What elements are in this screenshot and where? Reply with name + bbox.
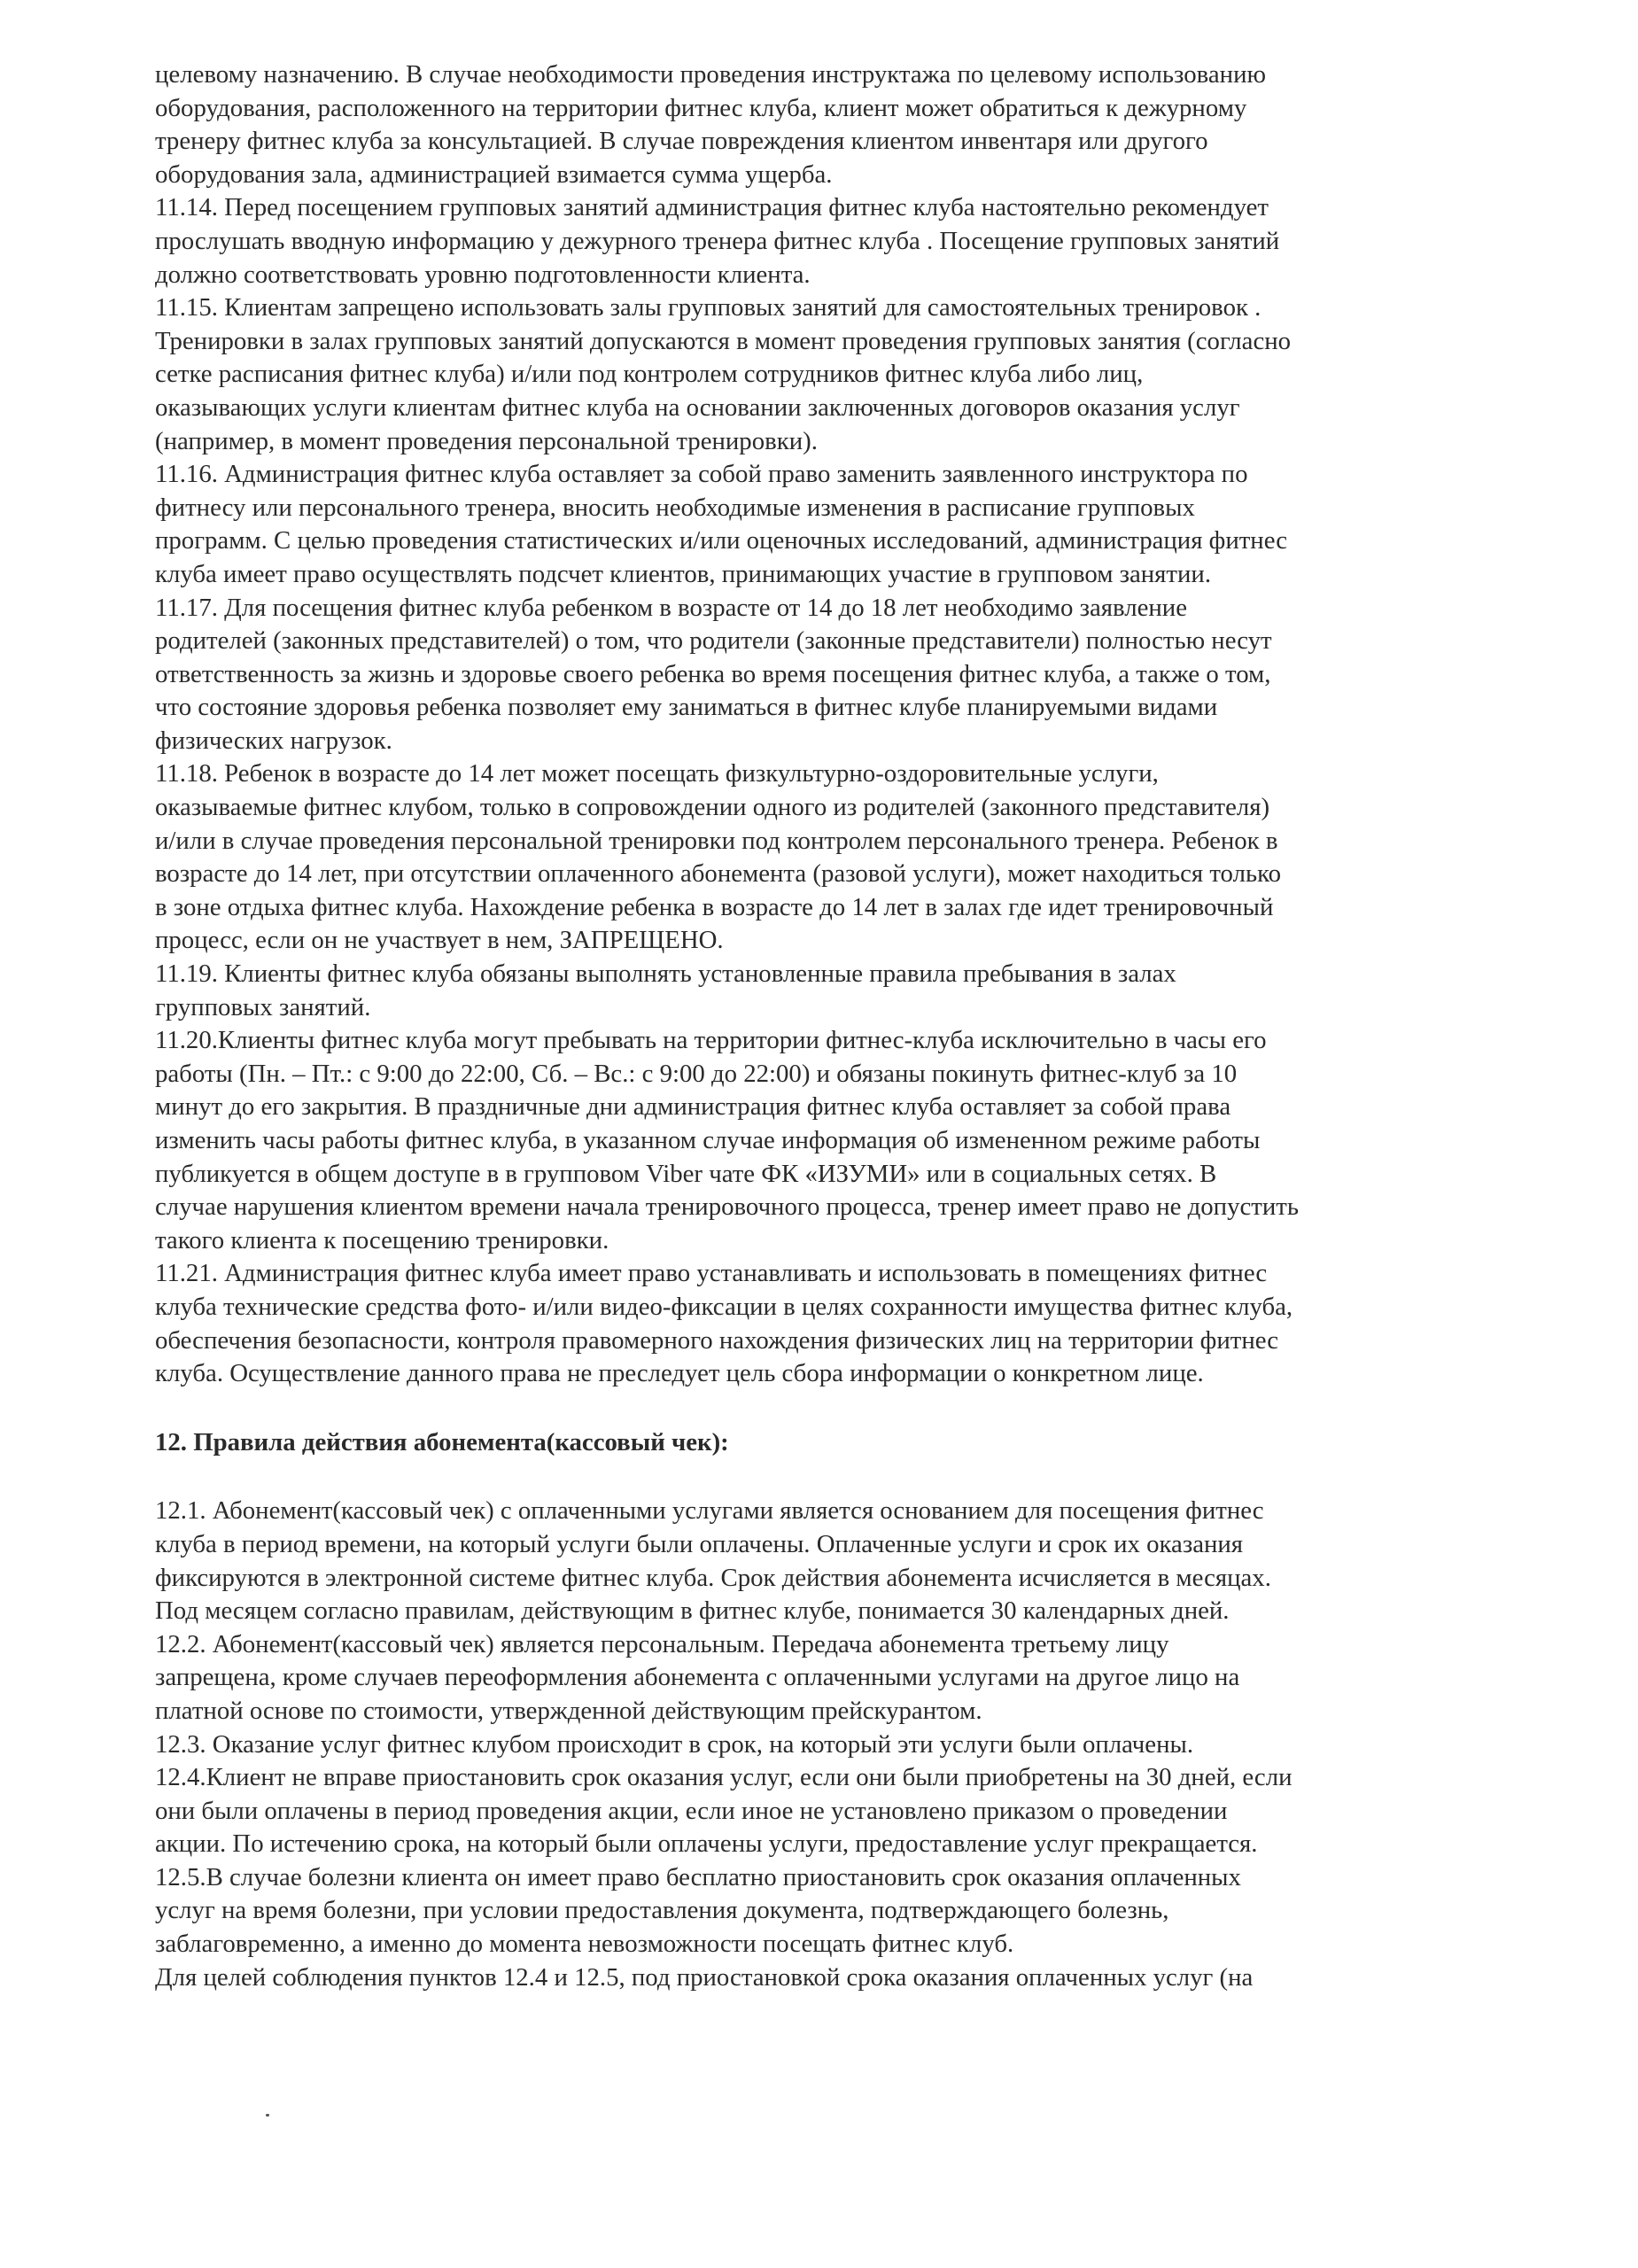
text-line: работы (Пн. – Пт.: с 9:00 до 22:00, Сб. – Вс.: с 9:00 до 22:00) и обязаны покинуть фитнес-клуб за 10 (155, 1059, 1238, 1088)
text-line: тренеру фитнес клуба за консультацией. В случае повреждения клиентом инвентаря или другого (155, 127, 1208, 156)
section-11-continuation (155, 58, 1524, 1391)
text-line: публикуется в общем доступе в в групповом Viber чате ФК «ИЗУМИ» или в социальных сетях. В (155, 1159, 1217, 1188)
text-line: 11.15. Клиентам запрещено использовать залы групповых занятий для самостоятельных тренировок . (155, 293, 1261, 322)
text-line: изменить часы работы фитнес клуба, в указанном случае информация об измененном режиме работы (155, 1126, 1261, 1154)
text-line: 12.5.В случае болезни клиента он имеет право бесплатно приостановить срок оказания оплаченных (155, 1862, 1241, 1891)
text-line: что состояние здоровья ребенка позволяет ему заниматься в фитнес клубе планируемыми видами (155, 693, 1218, 722)
paragraph-gap (155, 1391, 1524, 1426)
text-line: обеспечения безопасности, контроля правомерного нахождения физических лиц на территории фитнес (155, 1325, 1279, 1355)
text-line: 12.4.Клиент не вправе приостановить срок оказания услуг, если они были приобретены на 30 дней, если (155, 1763, 1293, 1792)
text-line: целевому назначению. В случае необходимости проведения инструктажа по целевому использованию (155, 60, 1266, 89)
text-line: физических нагрузок. (155, 726, 392, 755)
text-line: 11.14. Перед посещением групповых занятий администрация фитнес клуба настоятельно рекомендует (155, 193, 1269, 222)
text-line: и/или в случае проведения персональной тренировки под контролем персонального тренера. Ребенок в (155, 826, 1278, 855)
text-line: Под месяцем согласно правилам, действующим в фитнес клубе, понимается 30 календарных дней. (155, 1596, 1230, 1626)
text-line: программ. С целью проведения статистических и/или оценочных исследований, администрация фитнес (155, 526, 1288, 555)
text-line: они были оплачены в период проведения акции, если иное не установлено приказом о проведении (155, 1796, 1228, 1825)
text-line: 11.21. Администрация фитнес клуба имеет право устанавливать и использовать в помещениях фитнес (155, 1259, 1268, 1288)
text-line: клуба технические средства фото- и/или видео-фиксации в целях сохранности имущества фитнес клуба, (155, 1292, 1293, 1321)
text-line: 12.1. Абонемент(кассовый чек) с оплаченными услугами является основанием для посещения фитнес (155, 1496, 1264, 1526)
text-line: фитнесу или персонального тренера, вносить необходимые изменения в расписание групповых (155, 493, 1195, 522)
text-line: 11.18. Ребенок в возрасте до 14 лет может посещать физкультурно-оздоровительные услуги, (155, 759, 1159, 788)
text-line: оборудования зала, администрацией взимается сумма ущерба. (155, 159, 833, 189)
text-line: акции. По истечению срока, на который были оплачены услуги, предоставление услуг прекращается. (155, 1829, 1258, 1859)
section-12-body (155, 1495, 1524, 1994)
paragraph-gap (155, 1459, 1524, 1495)
text-line: Для целей соблюдения пунктов 12.4 и 12.5, под приостановкой срока оказания оплаченных услуг (на (155, 1962, 1254, 1992)
text-line: 11.19. Клиенты фитнес клуба обязаны выполнять установленные правила пребывания в залах (155, 959, 1176, 989)
text-line: услуг на время болезни, при условии предоставления документа, подтверждающего болезнь, (155, 1896, 1169, 1925)
text-line: клуба. Осуществление данного права не преследует цель сбора информации о конкретном лице. (155, 1359, 1204, 1388)
text-line: платной основе по стоимости, утвержденной действующим прейскурантом. (155, 1696, 982, 1725)
text-line: заблаговременно, а именно до момента невозможности посещать фитнес клуб. (155, 1930, 1014, 1959)
text-line: минут до его закрытия. В праздничные дни администрация фитнес клуба оставляет за собой права (155, 1092, 1231, 1122)
text-line: 11.20.Клиенты фитнес клуба могут пребывать на территории фитнес-клуба исключительно в часы его (155, 1026, 1267, 1055)
scan-speck (266, 2114, 269, 2117)
text-line: 11.16. Администрация фитнес клуба оставляет за собой право заменить заявленного инструктора по (155, 460, 1248, 489)
text-line: возрасте до 14 лет, при отсутствии оплаченного абонемента (разовой услуги), может находиться только (155, 859, 1281, 889)
document-page (155, 58, 1524, 1994)
text-line: Тренировки в залах групповых занятий допускаются в момент проведения групповых занятия (согласно (155, 326, 1292, 355)
text-line: оборудования, расположенного на территории фитнес клуба, клиент может обратиться к дежурному (155, 93, 1247, 122)
text-line: процесс, если он не участвует в нем, ЗАПРЕЩЕНО. (155, 926, 724, 955)
text-line: фиксируются в электронной системе фитнес клуба. Срок действия абонемента исчисляется в месяцах. (155, 1563, 1271, 1592)
text-line: в зоне отдыха фитнес клуба. Нахождение ребенка в возрасте до 14 лет в залах где идет тренировочный (155, 892, 1274, 921)
text-line: случае нарушения клиентом времени начала тренировочного процесса, тренер имеет право не допустить (155, 1192, 1299, 1222)
text-line: ответственность за жизнь и здоровье своего ребенка во время посещения фитнес клуба, а также о том, (155, 659, 1271, 688)
text-line: оказывающих услуги клиентам фитнес клуба на основании заключенных договоров оказания услуг (155, 392, 1240, 422)
section-12-heading: 12. Правила действия абонемента(кассовый чек): (155, 1427, 729, 1456)
text-line: должно соответствовать уровню подготовленности клиента. (155, 260, 811, 289)
text-line: такого клиента к посещению тренировки. (155, 1225, 609, 1254)
text-line: 12.2. Абонемент(кассовый чек) является персональным. Передача абонемента третьему лицу (155, 1629, 1169, 1658)
text-line: групповых занятий. (155, 992, 371, 1021)
text-line: (например, в момент проведения персональной тренировки). (155, 426, 818, 455)
text-line: оказываемые фитнес клубом, только в сопровождении одного из родителей (законного представителя) (155, 793, 1270, 822)
text-line: запрещена, кроме случаев переоформления абонемента с оплаченными услугами на другое лицо на (155, 1663, 1240, 1692)
text-line: 12.3. Оказание услуг фитнес клубом происходит в срок, на который эти услуги были оплачены. (155, 1729, 1194, 1759)
text-line: прослушать вводную информацию у дежурного тренера фитнес клуба . Посещение групповых занятий (155, 226, 1280, 255)
text-line: 11.17. Для посещения фитнес клуба ребенком в возрасте от 14 до 18 лет необходимо заявление (155, 593, 1187, 622)
text-line: клуба в период времени, на который услуги были оплачены. Оплаченные услуги и срок их оказания (155, 1529, 1244, 1558)
text-line: родителей (законных представителей) о том, что родители (законные представители) полностью несут (155, 626, 1272, 656)
text-line: клуба имеет право осуществлять подсчет клиентов, принимающих участие в групповом занятии. (155, 559, 1212, 588)
text-line: сетке расписания фитнес клуба) и/или под контролем сотрудников фитнес клуба либо лиц, (155, 360, 1144, 389)
